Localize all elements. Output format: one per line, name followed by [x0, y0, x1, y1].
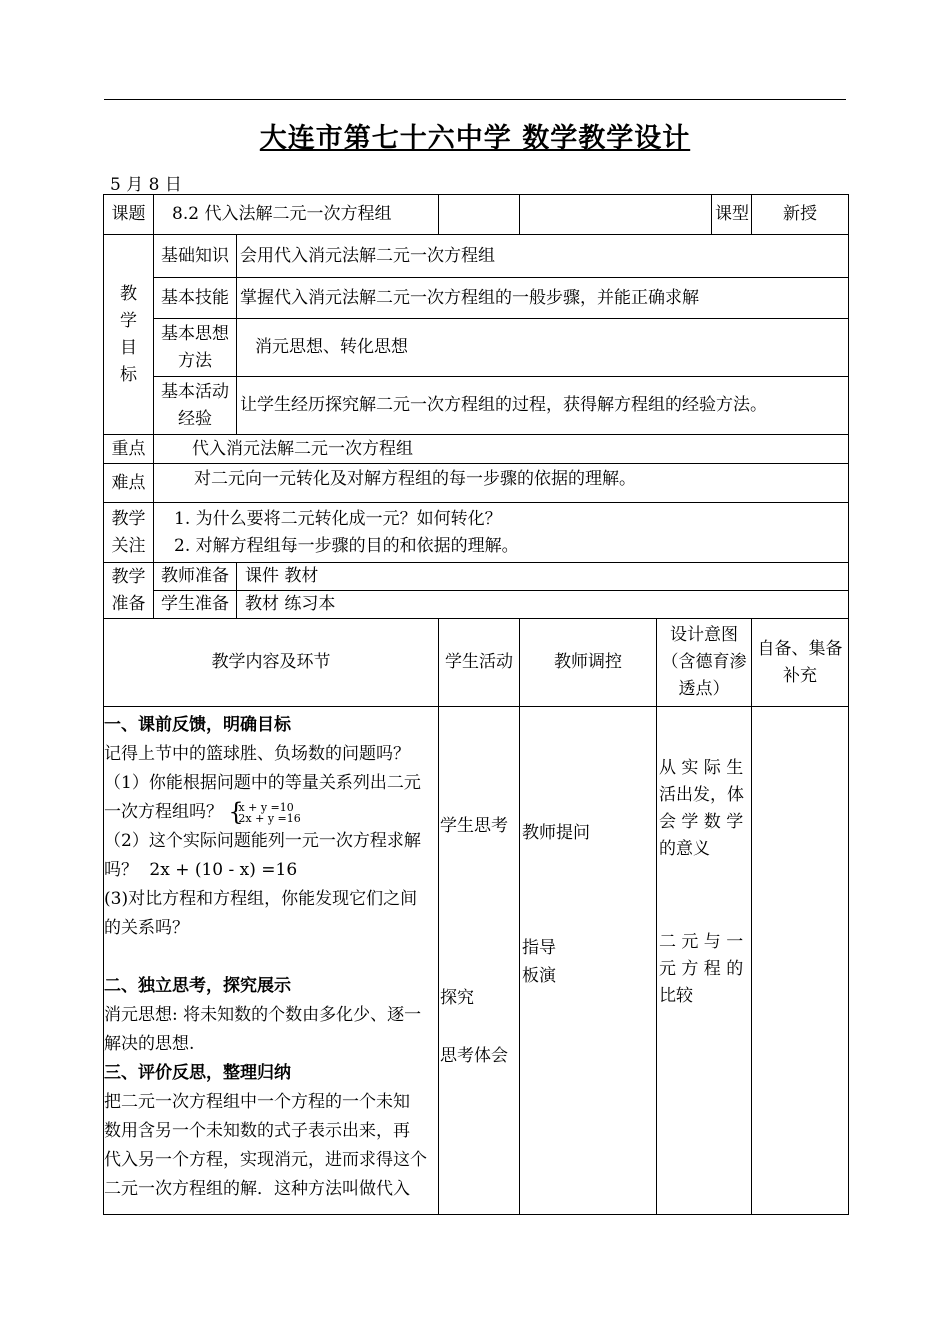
col-header-student: 学生活动 [439, 619, 520, 707]
objective-label-knowledge: 基础知识 [154, 235, 237, 278]
teacher-prep-text: 课件 教材 [237, 563, 849, 591]
section-2-text-b: 解决的思想. [104, 1034, 195, 1054]
section-2-title: 二、独立思考，探究展示 [104, 976, 291, 996]
lesson-plan-table [103, 194, 849, 1215]
date: 5 月 8 日 [110, 175, 182, 195]
objective-label-skill: 基本技能 [154, 278, 237, 319]
focus-item: 1. 为什么要将二元转化成一元？如何转化？ [174, 508, 502, 529]
equation-system: { x + y =10 2x + y =16 [228, 797, 301, 826]
section-1-q1: （1）你能根据问题中的等量关系列出二元 [104, 773, 421, 793]
difficulty-label: 难点 [104, 464, 154, 503]
section-1-q3b: 的关系吗？ [104, 918, 189, 938]
key-point-label: 重点 [104, 435, 154, 464]
key-point-text: 代入消元法解二元一次方程组 [154, 435, 849, 464]
focus-item: 2. 对解方程组每一步骤的目的和依据的理解。 [174, 535, 519, 556]
type-label: 课型 [712, 195, 752, 235]
objective-label-method: 基本思想方法 [154, 319, 237, 377]
section-1-q2b: 吗？ 2x + (10 - x) =16 [104, 860, 298, 880]
focus-label: 教学 关注 [104, 503, 154, 563]
notes-cell [752, 707, 849, 1215]
topic-value: 8.2 代入法解二元一次方程组 [154, 195, 439, 235]
student-activity-item: 学生思考 [440, 816, 508, 836]
teacher-prep-label: 教师准备 [154, 563, 237, 591]
section-1-q3: (3)对比方程和方程组，你能发现它们之间 [104, 889, 418, 909]
student-prep-text: 教材 练习本 [237, 591, 849, 619]
teacher-control-item: 板演 [522, 966, 556, 986]
focus-list [154, 503, 849, 563]
col-header-teacher: 教师调控 [520, 619, 657, 707]
intent-cell [657, 707, 752, 1215]
student-activity-cell [439, 707, 520, 1215]
col-header-content: 教学内容及环节 [104, 619, 439, 707]
prep-label: 教学 准备 [104, 563, 154, 619]
intent-block-a: 从 实 际 生 活出发，体 会 学 数 学 的意义 [659, 758, 744, 859]
section-2-text: 消元思想: 将未知数的个数由多化少、逐一 [104, 1005, 422, 1025]
intent-block-b: 二 元 与 一 元 方 程 的 比较 [659, 932, 744, 1006]
objective-text-experience: 让学生经历探究解二元一次方程组的过程，获得解方程组的经验方法。 [237, 377, 849, 435]
equation-single: 2x + (10 - x) =16 [149, 860, 298, 880]
topic-label: 课题 [104, 195, 154, 235]
objective-label-experience: 基本活动经验 [154, 377, 237, 435]
col-header-intent: 设计意图（含德育渗透点） [657, 619, 752, 707]
student-activity-item: 探究 [440, 988, 474, 1008]
difficulty-text: 对二元向一元转化及对解方程组的每一步骤的依据的理解。 [154, 464, 849, 503]
objective-text-method: 消元思想、转化思想 [237, 319, 849, 377]
student-prep-label: 学生准备 [154, 591, 237, 619]
objectives-label: 教 学 目 标 [104, 235, 154, 435]
teacher-control-cell [520, 707, 657, 1215]
teacher-control-item: 指导 [522, 938, 556, 958]
objective-text-knowledge: 会用代入消元法解二元一次方程组 [237, 235, 849, 278]
topic-blank-1 [439, 195, 520, 235]
section-1-text: 记得上节中的篮球胜、负场数的问题吗？ [104, 744, 410, 764]
content-cell [104, 707, 439, 1215]
student-activity-item: 思考体会 [440, 1046, 508, 1066]
col-header-notes: 自备、集备补充 [752, 619, 849, 707]
section-1-title: 一、课前反馈，明确目标 [104, 715, 291, 735]
header-rule [104, 99, 846, 100]
topic-blank-2 [520, 195, 712, 235]
section-3-line: 数用含另一个未知数的式子表示出来，再 [104, 1121, 410, 1141]
section-3-title: 三、评价反思，整理归纳 [104, 1063, 291, 1083]
section-1-q1b: 一次方程组吗？ { x + y =10 2x + y =16 [104, 797, 301, 826]
page-title: 大连市第七十六中学 数学教学设计 [259, 123, 691, 154]
section-3-line: 代入另一个方程，实现消元，进而求得这个 [104, 1150, 427, 1170]
section-3-line: 把二元一次方程组中一个方程的一个未知 [104, 1092, 410, 1112]
teacher-control-item: 教师提问 [522, 823, 590, 843]
section-3-line: 二元一次方程组的解．这种方法叫做代入 [104, 1179, 410, 1199]
objective-text-skill: 掌握代入消元法解二元一次方程组的一般步骤，并能正确求解 [237, 278, 849, 319]
type-value: 新授 [752, 195, 849, 235]
section-1-q2: （2）这个实际问题能列一元一次方程求解 [104, 831, 421, 851]
